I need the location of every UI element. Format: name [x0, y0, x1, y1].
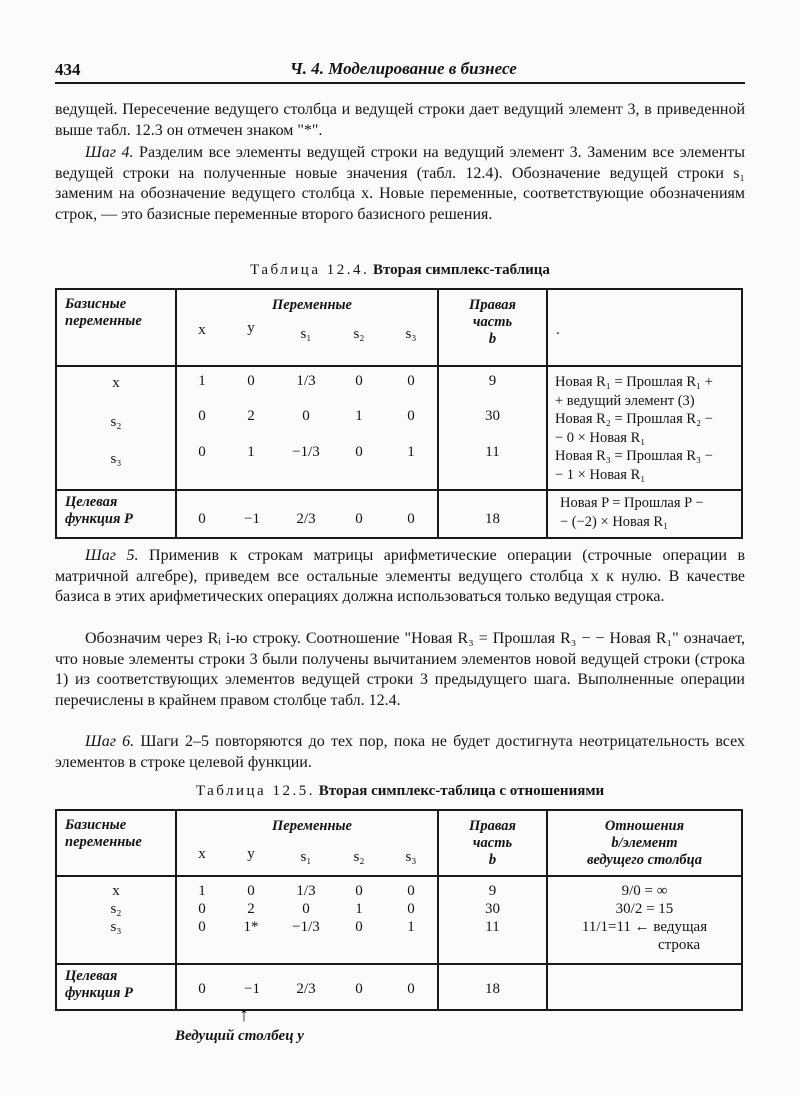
cell: 0 — [407, 883, 415, 899]
table-body — [56, 876, 742, 964]
paragraph-step-6 — [55, 732, 745, 773]
cell: 1 — [355, 901, 363, 917]
basis-header: Базисные переменные — [65, 817, 142, 850]
caption-title: Вторая симплекс-таблица с отношениями — [318, 783, 605, 799]
rhs-header-2: часть — [472, 835, 513, 851]
cell: −1 — [244, 981, 260, 997]
rhs-header-1: Правая — [469, 818, 516, 834]
operation-note: Новая R₃ = Прошлая R₃ − — [555, 448, 713, 464]
objective-label-1: Целевая — [65, 968, 118, 984]
cell: 1 — [247, 444, 255, 460]
var-header: s₂ — [353, 849, 365, 865]
cell: 0 — [407, 901, 415, 917]
step-text: Шаги 2–5 повторяются до тех пор, пока не будет достигнута неотрицательность всех элементов в строке целевой функции. — [55, 733, 745, 771]
paragraph-1: ведущей. Пересечение ведущего столбца и ведущей строки дает ведущий элемент 3, в приведенной выше табл. 12.3 он отмечен знаком "*". — [55, 101, 745, 139]
var-header: s₁ — [300, 326, 312, 342]
cell: 2/3 — [296, 511, 316, 527]
objective-row — [56, 964, 742, 1010]
basis-cell: s₂ — [110, 414, 122, 430]
cell: 0 — [355, 883, 363, 899]
table-header-row — [56, 289, 742, 366]
cell: 1 — [407, 919, 415, 935]
ratio-header-1: Отношения — [604, 818, 685, 834]
step-text: Разделим все элементы ведущей строки на ведущий элемент 3. Заменим все элементы ведущей строки на полученные новые значения (табл. 12.4). Обозначение ведущей строки s₁ заменим на обозначение ведущего столбца x. Новые переменные, соответствующие обозначениям строк, — это базисные переменные второго базисного решения. — [55, 144, 746, 223]
operation-note: Новая R₁ = Прошлая R₁ + — [555, 374, 713, 390]
basis-cell: s₂ — [110, 901, 122, 917]
cell: 0 — [247, 883, 255, 899]
objective-label-1: Целевая — [65, 494, 118, 510]
simplex-table-12-5 — [55, 809, 743, 1011]
operation-note: Новая P = Прошлая P − — [560, 495, 704, 511]
cell: 0 — [302, 408, 310, 424]
ratio-cell: 30/2 = 15 — [615, 901, 674, 917]
var-header: s₁ — [300, 849, 312, 865]
cell: 0 — [355, 919, 363, 935]
rhs-cell: 9 — [488, 883, 497, 899]
var-header: x — [198, 322, 206, 338]
cell: 2/3 — [296, 981, 316, 997]
cell: −1 — [244, 511, 260, 527]
table-12-5-caption — [0, 783, 800, 800]
rhs-cell: 30 — [485, 408, 500, 424]
variables-header: Переменные — [271, 297, 352, 313]
cell: 0 — [198, 901, 206, 917]
rhs-cell: 11 — [485, 919, 500, 935]
ratio-cell-continuation: строка — [658, 937, 701, 953]
cell: 0 — [407, 511, 415, 527]
table-12-4-caption — [0, 262, 800, 279]
cell: 0 — [198, 981, 206, 997]
cell: 0 — [198, 444, 206, 460]
cell: 0 — [302, 901, 310, 917]
step-label: Шаг 5. — [85, 547, 139, 564]
rhs-header-1: Правая — [469, 297, 516, 313]
paragraph-step-5 — [55, 546, 745, 608]
ratio-header-2: b/элемент — [611, 835, 678, 851]
cell: 0 — [198, 511, 206, 527]
rhs-cell: 18 — [485, 981, 500, 997]
objective-row — [56, 490, 742, 538]
basis-cell: s₃ — [110, 919, 122, 935]
ratio-header-3: ведущего столбца — [587, 852, 702, 868]
pivot-column-caption: Ведущий столбец y — [175, 1028, 304, 1044]
cell: 0 — [198, 408, 206, 424]
step-label: Шаг 4. — [85, 144, 134, 161]
cell: 1 — [198, 373, 206, 389]
cell: 0 — [198, 919, 206, 935]
rhs-cell: 18 — [485, 511, 500, 527]
cell: 1 — [198, 883, 206, 899]
table-body — [56, 366, 742, 490]
variables-header: Переменные — [271, 818, 352, 834]
basis-cell: x — [112, 883, 120, 899]
table-header-row — [56, 810, 742, 876]
rhs-header-3: b — [488, 852, 497, 868]
notes-header: . — [556, 322, 560, 338]
var-header: x — [198, 846, 206, 862]
step-text: Применив к строкам матрицы арифметические операции (строчные операции в матричной алгебре), приведем все остальные элементы ведущего столбца x к нулю. В качестве базиса в этих арифметических операциях должна использоваться только ведущая строка. — [55, 547, 745, 605]
ratio-cell: 9/0 = ∞ — [621, 883, 668, 899]
cell: 2 — [247, 408, 255, 424]
operation-note: + ведущий элемент (3) — [555, 392, 695, 409]
ratio-cell: 11/1=11 ← ведущая — [581, 919, 708, 935]
rhs-cell: 9 — [488, 373, 497, 389]
caption-number: Таблица 12.4. — [250, 262, 370, 278]
basis-cell: x — [112, 375, 120, 391]
basis-cell: s₃ — [110, 451, 122, 467]
page-number: 434 — [55, 60, 81, 79]
running-title: Ч. 4. Моделирование в бизнесе — [290, 59, 517, 78]
cell: 1/3 — [296, 373, 316, 389]
caption-title: Вторая симплекс-таблица — [372, 262, 550, 278]
rhs-header-3: b — [488, 331, 497, 347]
caption-number: Таблица 12.5. — [195, 783, 315, 799]
cell: 0 — [407, 408, 415, 424]
cell: 0 — [407, 373, 415, 389]
cell: 1 — [355, 408, 363, 424]
cell: 0 — [355, 511, 363, 527]
operation-note: − (−2) × Новая R₁ — [560, 513, 669, 530]
var-header: s₂ — [353, 326, 365, 342]
operation-note: − 1 × Новая R₁ — [555, 466, 646, 483]
cell: 0 — [355, 444, 363, 460]
rhs-header-2: часть — [472, 314, 513, 330]
objective-label-2: функция P — [65, 511, 133, 527]
pivot-element-cell: 1* — [243, 919, 259, 935]
objective-label-2: функция P — [65, 985, 133, 1001]
operation-note: Новая R₂ = Прошлая R₂ − — [555, 411, 713, 427]
operation-note: − 0 × Новая R₁ — [555, 429, 646, 446]
pivot-column-arrow-icon: ↑ — [239, 1004, 249, 1026]
cell: −1/3 — [292, 919, 320, 935]
paragraph-4: Обозначим через Rᵢ i-ю строку. Соотношение "Новая R₃ = Прошлая R₃ − − Новая R₁" означает, что новые элементы строки 3 были получены вычитанием элементов новой ведущей строки (строка 1) из соответствующих элементов ведущей строки 3 предыдущего шага. Выполненные операции перечислены в крайнем правом столбце табл. 12.4. — [55, 630, 745, 709]
cell: 0 — [355, 981, 363, 997]
page-header — [55, 58, 745, 84]
cell: 1/3 — [296, 883, 316, 899]
var-header: s₃ — [405, 849, 417, 865]
var-header: y — [247, 320, 255, 336]
paragraph-step-4 — [55, 143, 745, 225]
cell: 0 — [355, 373, 363, 389]
cell: 0 — [407, 981, 415, 997]
step-label: Шаг 6. — [85, 733, 135, 750]
rhs-cell: 30 — [485, 901, 500, 917]
cell: 0 — [247, 373, 255, 389]
basis-header: Базисные переменные — [65, 296, 142, 329]
cell: 2 — [247, 901, 255, 917]
simplex-table-12-4 — [55, 288, 743, 539]
cell: −1/3 — [292, 444, 320, 460]
cell: 1 — [407, 444, 415, 460]
var-header: s₃ — [405, 326, 417, 342]
var-header: y — [247, 846, 255, 862]
rhs-cell: 11 — [485, 444, 500, 460]
